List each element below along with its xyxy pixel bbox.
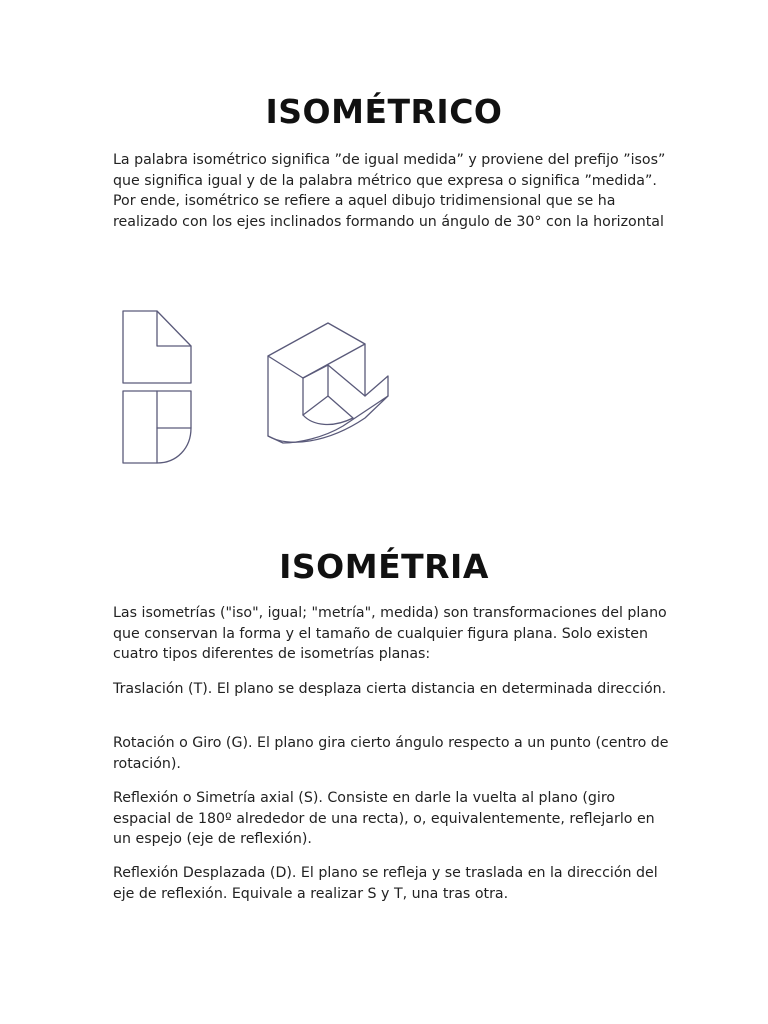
iso-top-face [268,344,365,378]
iso-inner-face [303,396,353,418]
isometria-paragraph-intro: Las isometrías ("iso", igual; "metría", medida) son transformaciones del plano que conservan la forma y el tamaño de cualquier figura plana. Solo existen cuatro tipos diferentes de isometrías planas: [113,605,667,662]
isometria-paragraph-reflexion: Reflexión o Simetría axial (S). Consiste en darle la vuelta al plano (giro espacial de 180º alrededor de una recta), o, equivalentemente, reflejarlo en un espejo (eje de reflexión). [113,790,655,847]
iso-inner-step [303,365,328,396]
section-title-isometrico: ISOMÉTRICO [265,92,503,131]
iso-diagonal [328,365,365,396]
drawing-svg [113,268,403,498]
section-title-isometria: ISOMÉTRIA [279,547,489,586]
isometria-paragraph-reflexion-desplazada: Reflexión Desplazada (D). El plano se refleja y se traslada en la dirección del eje de reflexión. Equivale a realizar S y T, una tras otra. [113,865,658,902]
orthographic-views-drawing [123,311,191,463]
isometric-solid-drawing [268,323,388,443]
isometria-paragraph-traslacion: Traslación (T). El plano se desplaza cierta distancia en determinada dirección. [113,681,667,697]
iso-bottom-curve [268,396,388,442]
intro-paragraph: La palabra isométrico significa ”de igual medida” y proviene del prefijo ”isos” que significa igual y de la palabra métrico que expresa o significa ”medida”. Por ende, isométrico se refiere a aquel dibujo tridimensional que se ha realizado con los ejes inclinados formando un ángulo de 30° con la horizontal [113,152,666,230]
technical-drawing-figure [113,268,403,498]
isometria-paragraph-rotacion: Rotación o Giro (G). El plano gira cierto ángulo respecto a un punto (centro de rotación). [113,735,669,772]
iso-curve [303,415,353,424]
